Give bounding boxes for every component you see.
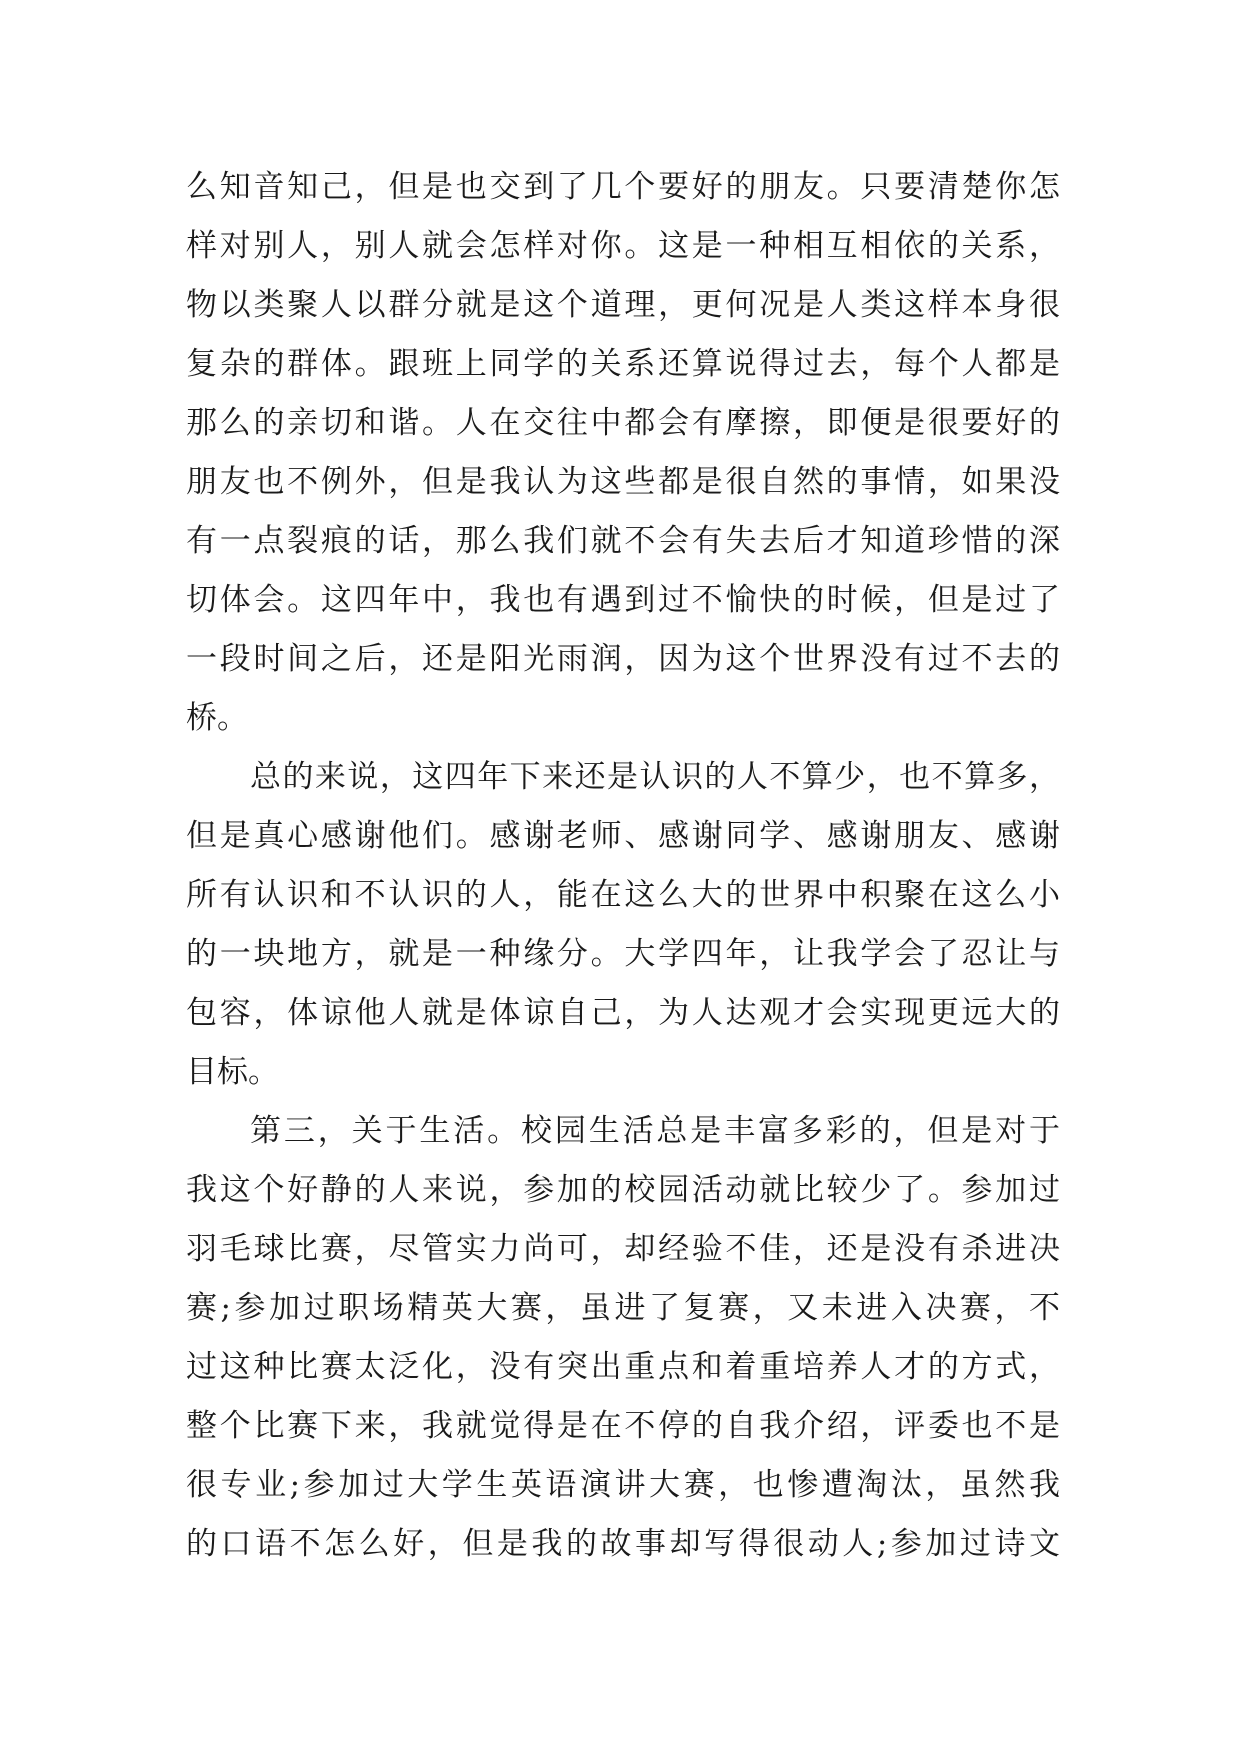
text-line: 所有认识和不认识的人，能在这么大的世界中积聚在这么小 bbox=[186, 877, 1060, 913]
text-line: 总的来说，这四年下来还是认识的人不算少，也不算多， bbox=[250, 759, 1060, 795]
text-line: 朋友也不例外，但是我认为这些都是很自然的事情，如果没 bbox=[186, 464, 1060, 500]
text-line: 复杂的群体。跟班上同学的关系还算说得过去，每个人都是 bbox=[186, 346, 1060, 382]
text-line: 羽毛球比赛，尽管实力尚可，却经验不佳，还是没有杀进决 bbox=[186, 1231, 1060, 1267]
text-line: 但是真心感谢他们。感谢老师、感谢同学、感谢朋友、感谢 bbox=[186, 818, 1060, 854]
text-line: 整个比赛下来，我就觉得是在不停的自我介绍，评委也不是 bbox=[186, 1408, 1060, 1444]
text-line: 赛;参加过职场精英大赛，虽进了复赛，又未进入决赛，不 bbox=[186, 1290, 1060, 1326]
text-line: 的一块地方，就是一种缘分。大学四年，让我学会了忍让与 bbox=[186, 936, 1060, 972]
text-line: 很专业;参加过大学生英语演讲大赛，也惨遭淘汰，虽然我 bbox=[186, 1467, 1060, 1503]
text-line: 第三，关于生活。校园生活总是丰富多彩的，但是对于 bbox=[250, 1113, 1060, 1149]
text-line: 切体会。这四年中，我也有遇到过不愉快的时候，但是过了 bbox=[186, 582, 1060, 618]
text-line: 的口语不怎么好，但是我的故事却写得很动人;参加过诗文 bbox=[186, 1526, 1060, 1562]
text-line: 那么的亲切和谐。人在交往中都会有摩擦，即便是很要好的 bbox=[186, 405, 1060, 441]
text-line: 物以类聚人以群分就是这个道理，更何况是人类这样本身很 bbox=[186, 287, 1060, 323]
text-line: 桥。 bbox=[186, 700, 248, 736]
text-line: 我这个好静的人来说，参加的校园活动就比较少了。参加过 bbox=[186, 1172, 1060, 1208]
text-line: 目标。 bbox=[186, 1054, 279, 1090]
text-line: 么知音知己，但是也交到了几个要好的朋友。只要清楚你怎 bbox=[186, 169, 1060, 205]
text-line: 过这种比赛太泛化，没有突出重点和着重培养人才的方式， bbox=[186, 1349, 1060, 1385]
text-line: 样对别人，别人就会怎样对你。这是一种相互相依的关系， bbox=[186, 228, 1060, 264]
document-body bbox=[186, 158, 1060, 1574]
text-line: 包容，体谅他人就是体谅自己，为人达观才会实现更远大的 bbox=[186, 995, 1060, 1031]
text-line: 有一点裂痕的话，那么我们就不会有失去后才知道珍惜的深 bbox=[186, 523, 1060, 559]
text-line: 一段时间之后，还是阳光雨润，因为这个世界没有过不去的 bbox=[186, 641, 1060, 677]
